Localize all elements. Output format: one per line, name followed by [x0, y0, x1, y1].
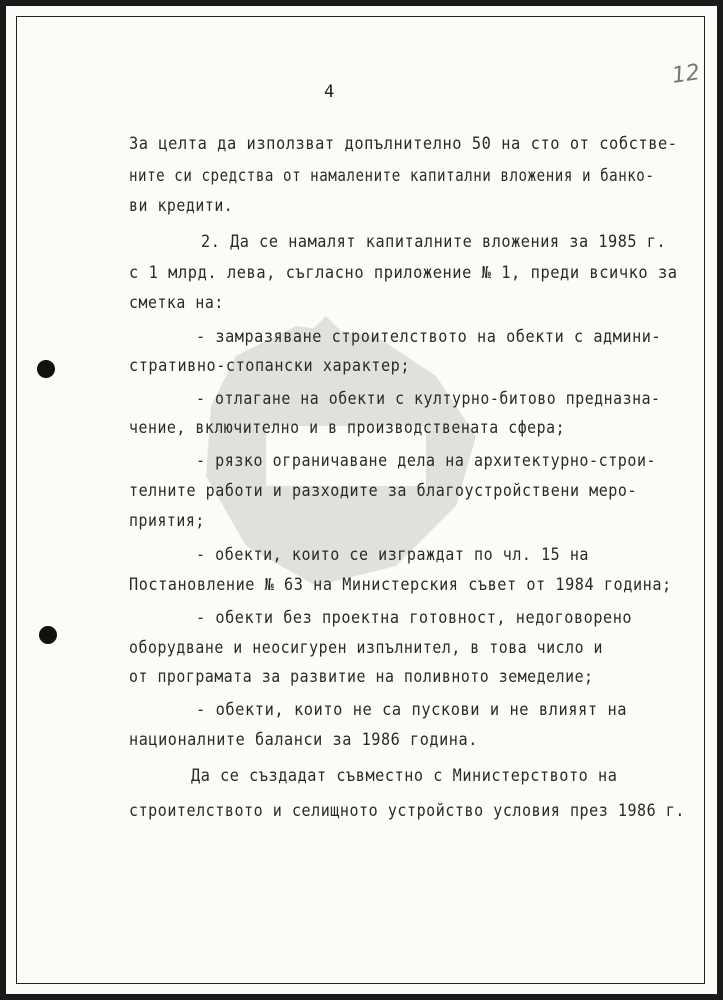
text-line: - отлагане на обекти с културно-битово предназна-	[196, 389, 661, 408]
text-line: ви кредити.	[129, 196, 234, 215]
text-line: стративно-стопански характер;	[129, 356, 411, 375]
archive-number: 12	[670, 60, 702, 89]
text-line: сметка на:	[129, 293, 224, 312]
text-line: приятия;	[129, 511, 205, 530]
text-line: - обекти, които не са пускови и не влияят на	[196, 700, 628, 719]
page-number: 4	[324, 82, 336, 102]
punch-hole-bottom	[39, 626, 57, 644]
punch-hole-top	[37, 360, 55, 378]
text-line: - обекти без проектна готовност, недоговорено	[196, 608, 633, 627]
text-line: ните си средства от намалените капитални вложения и банко-	[129, 166, 655, 185]
text-line: За целта да използват допълнително 50 на сто от собстве-	[129, 134, 678, 153]
text-line: Постановление № 63 на Министерския съвет от 1984 година;	[129, 575, 672, 594]
text-line: Да се създадат съвместно с Министерството на	[191, 766, 618, 785]
document-page	[6, 6, 717, 994]
text-line: оборудване и неосигурен изпълнител, в това число и	[129, 638, 604, 657]
text-line: - замразяване строителството на обекти с админи-	[196, 327, 662, 346]
text-line: 2. Да се намалят капиталните вложения за 1985 г.	[201, 232, 667, 251]
text-line: - обекти, които се изграждат по чл. 15 на	[196, 545, 590, 564]
text-line: телните работи и разходите за благоустройствени меро-	[129, 481, 638, 500]
text-line: чение, включително и в производствената сфера;	[129, 418, 566, 437]
text-line: с 1 млрд. лева, съгласно приложение № 1, преди всичко за	[129, 263, 678, 282]
text-line: националните баланси за 1986 година.	[129, 730, 478, 749]
text-line: от програмата за развитие на поливното земеделие;	[129, 667, 594, 686]
text-line: строителството и селищното устройство условия през 1986 г.	[129, 801, 685, 820]
text-line: - рязко ограничаване дела на архитектурно-строи-	[196, 451, 657, 470]
